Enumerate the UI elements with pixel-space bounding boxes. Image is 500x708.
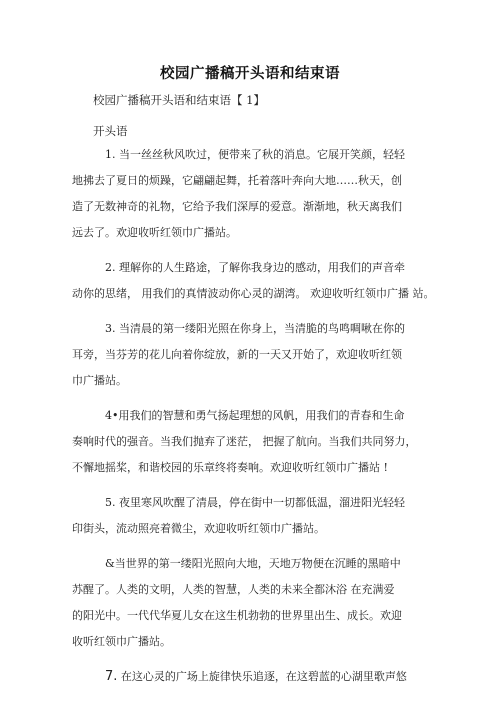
- paragraph-line: 4•用我们的智慧和勇气扬起理想的风帆，用我们的青春和生命: [105, 409, 405, 422]
- paragraph-line: 动你的思绪， 用我们的真情波动你心灵的湖湾。 欢迎收听红领巾广播 站。: [72, 287, 435, 300]
- paragraph-list: [72, 142, 435, 690]
- paragraph-4: [72, 403, 432, 481]
- paragraph-line: 不懈地摇桨，和谐校园的乐章终将奏响。欢迎收听红领巾广播站 !: [72, 461, 388, 474]
- paragraph-2: [72, 255, 435, 307]
- paragraph-1: [72, 142, 432, 246]
- paragraph-line: 1. 当一丝丝秋风吹过，便带来了秋的消息。它展开笑颜，轻轻: [105, 148, 405, 161]
- paragraph-line: 造了无数神奇的礼物，它给予我们深厚的爱意。渐渐地，秋天离我们: [72, 200, 402, 213]
- paragraph-line-text: 在这心灵的广场上旋律快乐追逐，在这碧蓝的心湖里歌声悠: [117, 670, 407, 683]
- paragraph-line: [72, 664, 432, 690]
- document-title: 校园广播稿开头语和结束语: [160, 65, 340, 82]
- paragraph-3: [72, 316, 432, 394]
- paragraph-line: 巾广播站。: [72, 374, 127, 387]
- paragraph-line: 收听红领巾广播站。: [72, 635, 171, 648]
- paragraph-line: 地拂去了夏日的烦躁，它翩翩起舞，托着落叶奔向大地……秋天，创: [72, 174, 402, 187]
- paragraph-line: 印街头，流动照亮着微尘，欢迎收听红领巾广播站。: [72, 522, 325, 535]
- paragraph-6: [72, 551, 432, 655]
- paragraph-line: 奏响时代的强音。当我们抛弃了迷茫， 把握了航向。当我们共同努力，: [72, 435, 417, 448]
- paragraph-line: 3. 当清晨的第一缕阳光照在你身上，当清脆的鸟鸣啁啾在你的: [105, 322, 405, 335]
- document-subtitle: 校园广播稿开头语和结束语【 1】: [93, 93, 265, 107]
- paragraph-line: 5. 夜里寒风吹醒了清晨，停在街中一切都低温，溜进阳光轻轻: [105, 496, 405, 509]
- paragraph-line: 2. 理解你的人生路途，了解你我身边的感动，用我们的声音牵: [105, 261, 405, 274]
- section-heading: 开头语: [93, 124, 128, 138]
- paragraph-line: 耳旁，当芬芳的花儿向着你绽放，新的一天又开始了，欢迎收听红领: [72, 348, 402, 361]
- paragraph-number: 7.: [105, 669, 118, 684]
- paragraph-line: &当世界的第一缕阳光照向大地，天地万物便在沉睡的黑暗中: [105, 557, 401, 570]
- paragraph-5: [72, 490, 432, 542]
- paragraph-line: 苏醒了。人类的文明，人类的智慧，人类的未来全都沐浴 在充满爱: [72, 583, 395, 596]
- paragraph-line: 的阳光中。一代代华夏儿女在这生机勃勃的世界里出生、成长。欢迎: [72, 609, 402, 622]
- paragraph-line: 远去了。欢迎收听红领巾广播站。: [72, 226, 237, 239]
- paragraph-7: [72, 664, 432, 690]
